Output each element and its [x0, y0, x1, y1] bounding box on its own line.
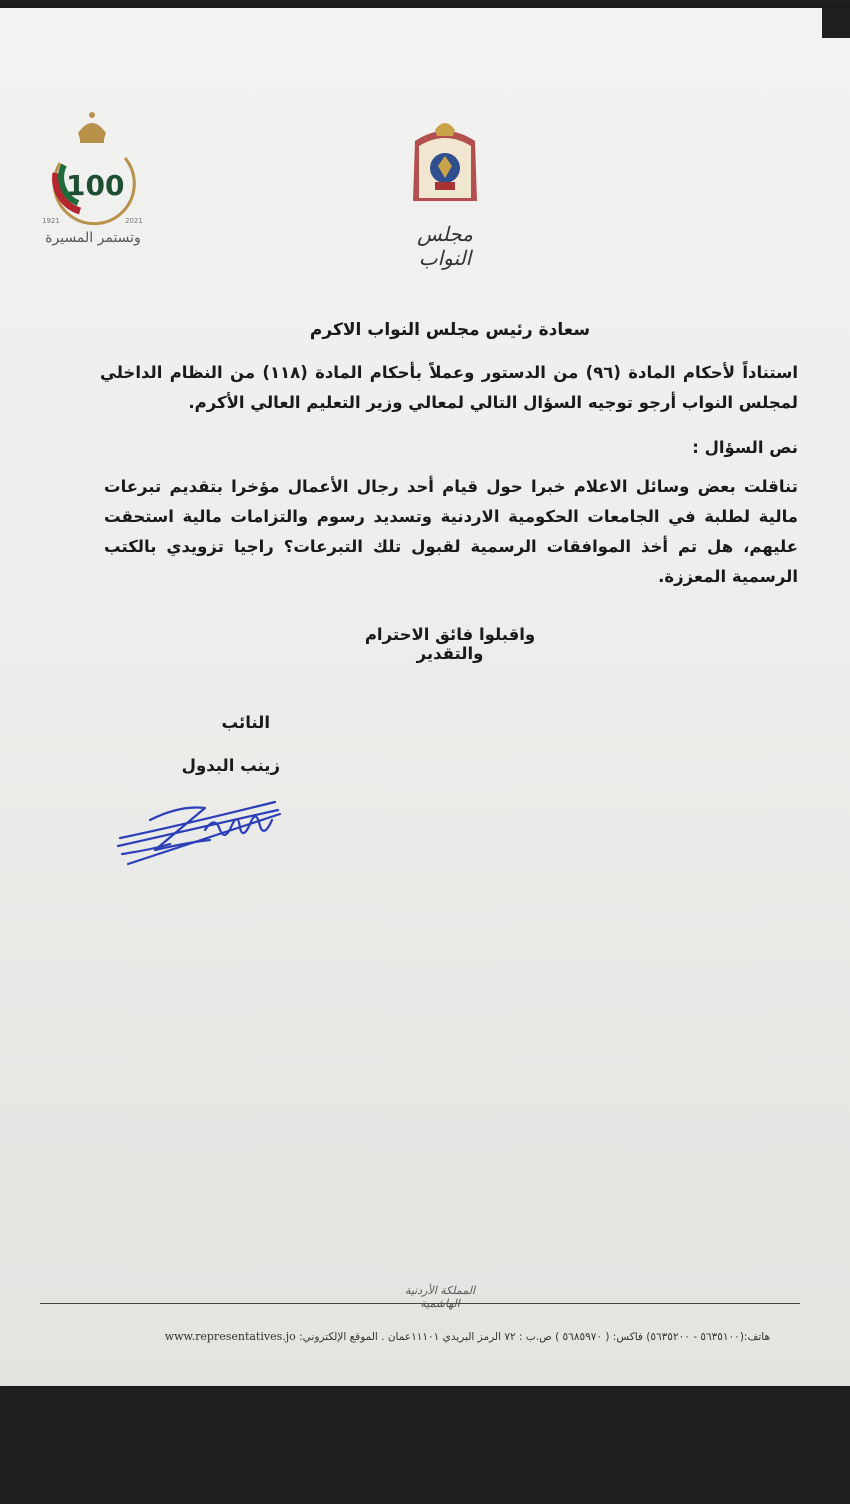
footer-kingdom-name: المملكة الأردنية الهاشمية [404, 1284, 476, 1310]
closing-line: واقبلوا فائق الاحترام والتقدير [364, 625, 536, 663]
question-body: تناقلت بعض وسائل الاعلام خبرا حول قيام أحد رجال الأعمال مؤخرا بتقديم تبرعات مالية لطلبة في الجامعات الحكومية الاردنية وتسديد رسوم والتزامات مالية استحقت عليهم، هل تم أخذ الموافقات الرسمية لقبول تلك التبرعات؟ راجيا تزويدي بالكتب الرسمية المعززة. [104, 477, 798, 586]
centennial-slogan: وتستمر المسيرة [45, 230, 141, 246]
svg-text:100: 100 [66, 169, 125, 202]
question-label: نص السؤال : [692, 438, 798, 457]
letter-page [0, 8, 850, 1386]
svg-text:2021: 2021 [125, 217, 143, 225]
page-corner [822, 8, 850, 38]
parliament-name: مجلس النواب [417, 222, 473, 270]
addressee: سعادة رئيس مجلس النواب الاكرم [309, 320, 591, 340]
website-url: www.representatives.jo [164, 1330, 296, 1343]
coat-of-arms-icon [405, 116, 485, 206]
footer-contact-line [100, 1330, 770, 1343]
signer-role: النائب [221, 713, 270, 732]
footer-contact-text: هاتف:(٥٦٣٥١٠٠ - ٥٦٣٥٢٠٠) فاكس: ( ٥٦٨٥٩٧٠ ) ص.ب : ٧٢ الرمز البريدي ١١١٠١عمان . الموقع الإلكتروني: [299, 1331, 770, 1343]
signer-name: زينب البدول [181, 756, 280, 775]
footer-divider [40, 1303, 800, 1304]
handwritten-signature [110, 780, 285, 875]
intro-paragraph: استناداً لأحكام المادة (٩٦) من الدستور وعملاً بأحكام المادة (١١٨) من النظام الداخلي لمجلس النواب أرجو توجيه السؤال التالي لمعالي وزير التعليم العالي الأكرم. [100, 363, 799, 412]
svg-text:1921: 1921 [42, 217, 60, 225]
